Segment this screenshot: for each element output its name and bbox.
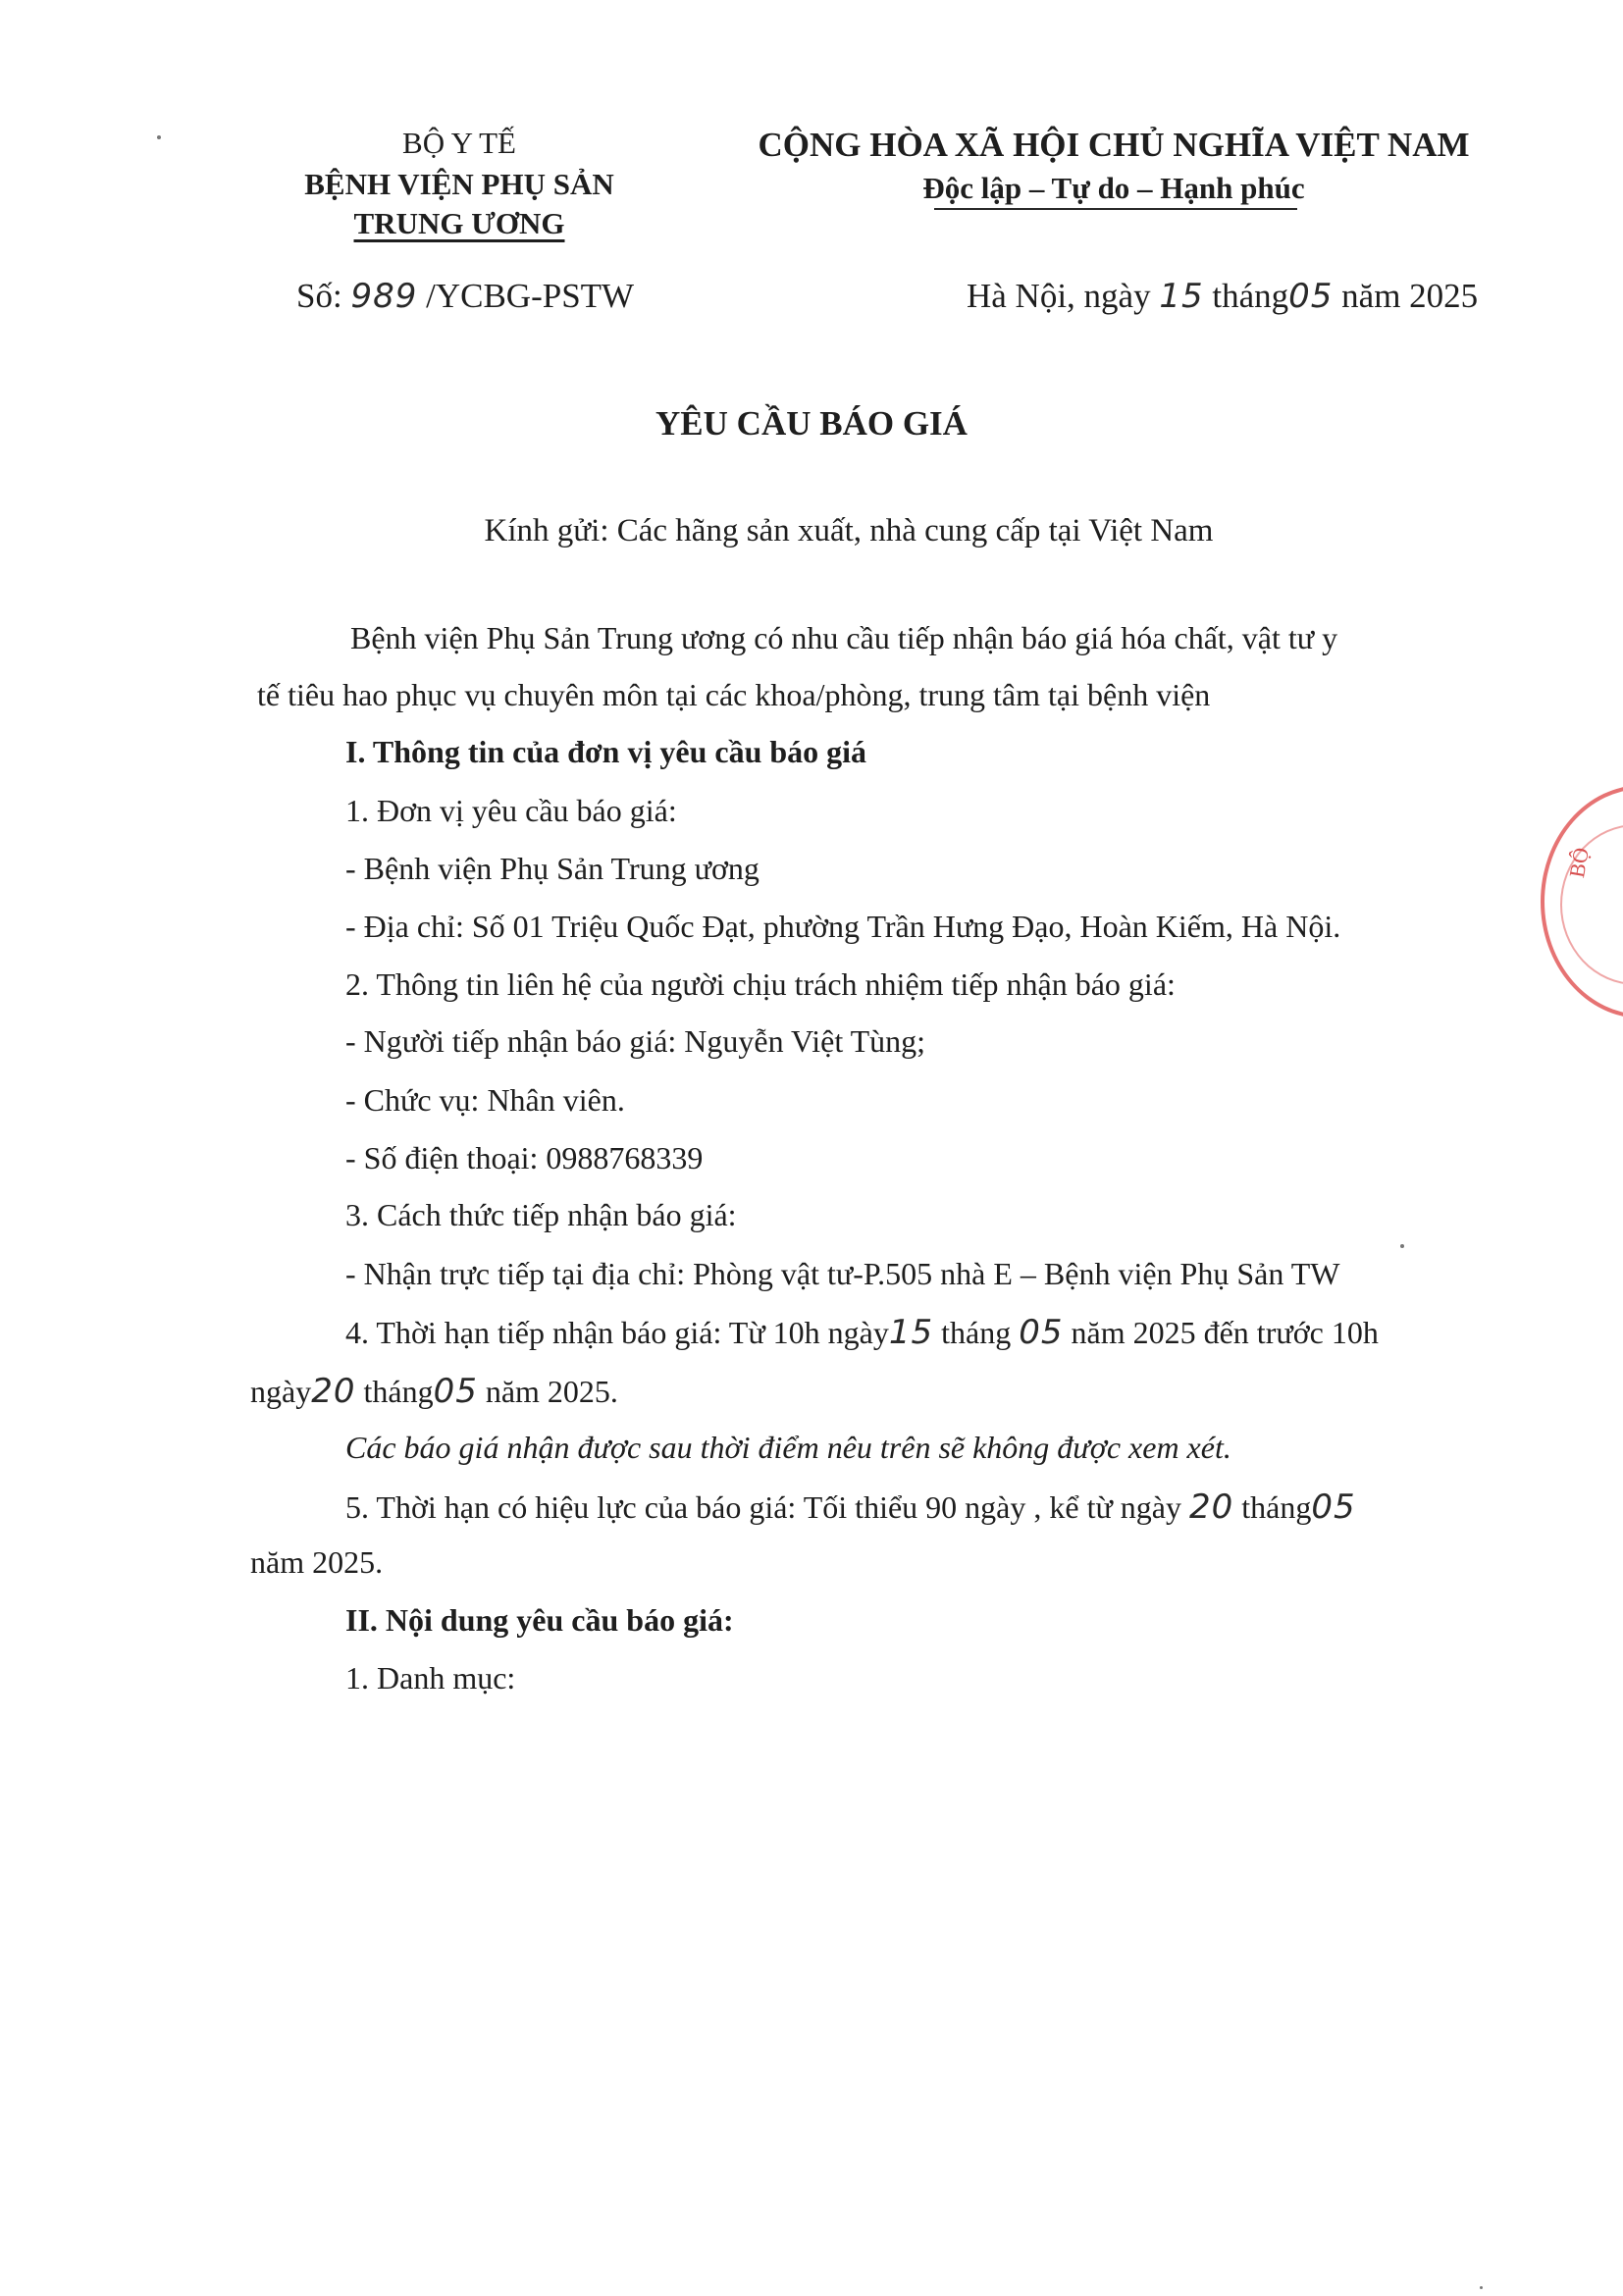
item5-month-handwritten: 05 — [1311, 1487, 1356, 1527]
item4-text-c: năm 2025 đến trước 10h — [1071, 1315, 1379, 1350]
receiver-position: - Chức vụ: Nhân viên. — [345, 1082, 625, 1118]
item4-text-f: năm 2025. — [485, 1374, 618, 1409]
docno-prefix: Số: — [296, 277, 342, 315]
section-1-item-5-cont: năm 2025. — [250, 1544, 384, 1580]
document-title: YÊU CẦU BÁO GIÁ — [655, 404, 968, 443]
item4-month-handwritten: 05 — [1019, 1313, 1064, 1352]
intro-line-2: tế tiêu hao phục vụ chuyên môn tại các khoa/phòng, trung tâm tại bệnh viện — [257, 677, 1211, 712]
hospital-name-line1: BỆNH VIỆN PHỤ SẢN — [304, 167, 614, 201]
item4-text-e: tháng — [363, 1374, 434, 1409]
item5-day-handwritten: 20 — [1189, 1487, 1234, 1527]
republic-title: CỘNG HÒA XÃ HỘI CHỦ NGHĨA VIỆT NAM — [758, 126, 1470, 164]
section-1-item-4 — [345, 1313, 1379, 1352]
receiver-phone: - Số điện thoại: 0988768339 — [345, 1140, 704, 1175]
item5-text-a: 5. Thời hạn có hiệu lực của báo giá: Tối thiểu 90 ngày , kể từ ngày — [345, 1489, 1181, 1525]
item4-month2-handwritten: 05 — [433, 1372, 478, 1411]
scan-speck — [157, 135, 161, 139]
scan-speck — [1400, 1244, 1404, 1248]
motto-underline — [934, 208, 1297, 210]
item4-day2-handwritten: 20 — [311, 1372, 356, 1411]
stamp-text: BỘ — [1564, 845, 1594, 880]
receiving-method: - Nhận trực tiếp tại địa chỉ: Phòng vật tư-P.505 nhà E – Bệnh viện Phụ Sản TW — [345, 1256, 1340, 1291]
section-1-item-1: 1. Đơn vị yêu cầu báo giá: — [345, 793, 677, 828]
unit-address: - Địa chỉ: Số 01 Triệu Quốc Đạt, phường Trần Hưng Đạo, Hoàn Kiếm, Hà Nội. — [345, 909, 1341, 944]
docno-handwritten: 989 — [350, 277, 418, 316]
section-2-heading: II. Nội dung yêu cầu báo giá: — [345, 1602, 734, 1638]
section-1-item-3: 3. Cách thức tiếp nhận báo giá: — [345, 1197, 737, 1232]
item4-text-b: tháng — [941, 1315, 1012, 1350]
section-1-item-2: 2. Thông tin liên hệ của người chịu trách nhiệm tiếp nhận báo giá: — [345, 966, 1176, 1002]
late-submission-note: Các báo giá nhận được sau thời điểm nêu trên sẽ không được xem xét. — [345, 1430, 1231, 1465]
docno-suffix: /YCBG-PSTW — [426, 277, 635, 315]
recipient-line: Kính gửi: Các hãng sản xuất, nhà cung cấp tại Việt Nam — [484, 513, 1214, 548]
national-motto: Độc lập – Tự do – Hạnh phúc — [922, 171, 1305, 205]
ministry-name: BỘ Y TẾ — [402, 126, 516, 160]
item4-text-a: 4. Thời hạn tiếp nhận báo giá: Từ 10h ngày — [345, 1315, 889, 1350]
date-month-handwritten: 05 — [1288, 277, 1334, 316]
intro-line-1: Bệnh viện Phụ Sản Trung ương có nhu cầu tiếp nhận báo giá hóa chất, vật tư y — [350, 620, 1338, 655]
document-date — [967, 277, 1478, 316]
section-2-item-1: 1. Danh mục: — [345, 1660, 516, 1696]
item4-day-handwritten: 15 — [888, 1313, 934, 1352]
item5-text-b: tháng — [1241, 1489, 1312, 1525]
requesting-unit: - Bệnh viện Phụ Sản Trung ương — [345, 851, 759, 886]
receiver-name: - Người tiếp nhận báo giá: Nguyễn Việt Tùng; — [345, 1023, 926, 1059]
section-1-item-4-cont — [250, 1372, 618, 1411]
scan-speck — [1480, 2286, 1483, 2289]
document-number — [296, 277, 634, 316]
item4-text-d: ngày — [250, 1374, 312, 1409]
section-1-heading: I. Thông tin của đơn vị yêu cầu báo giá — [345, 734, 867, 769]
date-prefix: Hà Nội, ngày — [967, 277, 1151, 315]
section-1-item-5 — [345, 1487, 1356, 1527]
date-day-handwritten: 15 — [1159, 277, 1204, 316]
hospital-name-line2: TRUNG ƯƠNG — [353, 206, 565, 240]
date-year: năm 2025 — [1341, 277, 1479, 315]
date-month-label: tháng — [1212, 277, 1289, 315]
